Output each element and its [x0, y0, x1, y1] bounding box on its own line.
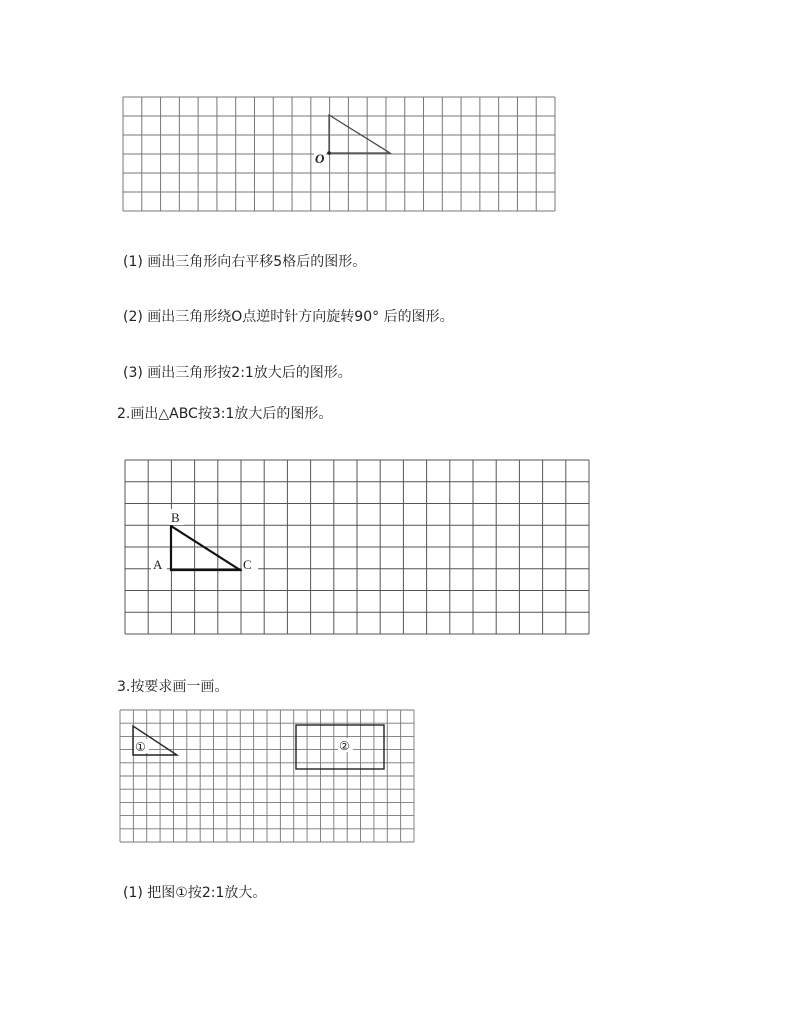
- figure-2-label: ②: [339, 739, 350, 753]
- grid-2: [122, 458, 592, 638]
- vertex-b-label: B: [171, 510, 180, 525]
- grid-1: [122, 96, 558, 214]
- triangle-abc: [171, 526, 240, 570]
- ex3-question-1: (1) 把图①按2:1放大。: [123, 885, 267, 901]
- figure-1-label: ①: [135, 740, 146, 754]
- ex1-question-3: (3) 画出三角形按2:1放大后的图形。: [123, 365, 352, 381]
- triangle-original: [329, 115, 390, 153]
- vertex-a-label: A: [153, 557, 163, 572]
- ex2-title: 2.画出△ABC按3:1放大后的图形。: [117, 406, 333, 422]
- point-o-label: O: [315, 151, 325, 166]
- vertex-c-label: C: [243, 557, 252, 572]
- ex3-title: 3.按要求画一画。: [117, 679, 229, 695]
- ex1-question-1: (1) 画出三角形向右平移5格后的图形。: [123, 254, 367, 270]
- grid-3: [117, 708, 417, 848]
- ex1-question-2: (2) 画出三角形绕O点逆时针方向旋转90° 后的图形。: [123, 309, 454, 325]
- point-o-dot: [327, 151, 331, 155]
